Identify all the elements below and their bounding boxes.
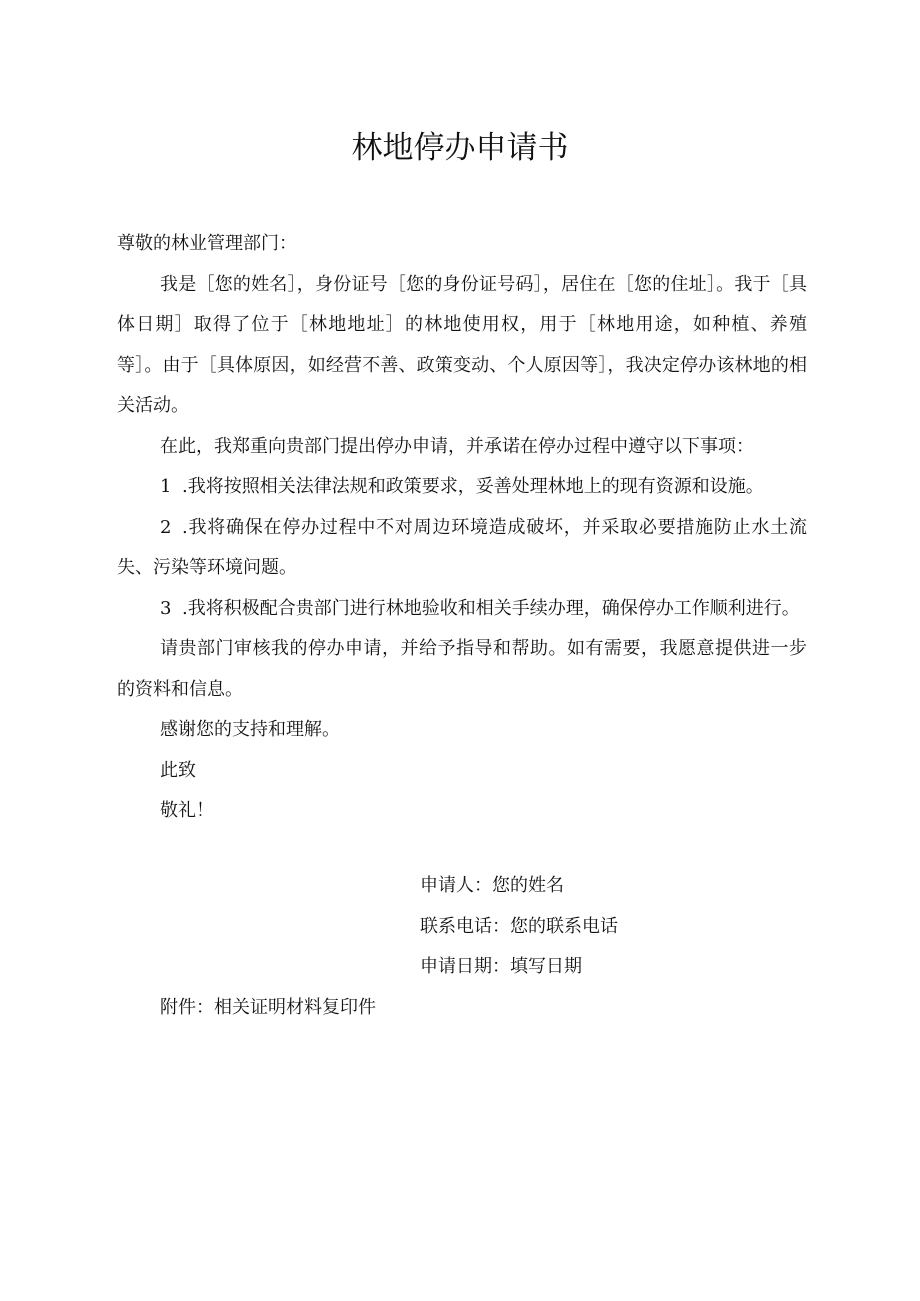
thanks-paragraph: 感谢您的支持和理解。 bbox=[160, 719, 340, 740]
closing-line-2: 敬礼！ bbox=[160, 800, 214, 821]
list-item-text: .我将确保在停办过程中不对周边环境造成破坏，并采取必要措施防止水土流失、污染等环境问题。 bbox=[117, 516, 807, 578]
signature-block bbox=[420, 866, 820, 988]
phone-line: 联系电话：您的联系电话 bbox=[420, 915, 618, 937]
document-title: 林地停办申请书 bbox=[351, 130, 569, 166]
list-item-text: .我将积极配合贵部门进行林地验收和相关手续办理，确保停办工作顺利进行。 bbox=[182, 597, 800, 619]
list-item bbox=[117, 589, 807, 630]
list-item-number: 2 bbox=[160, 516, 172, 538]
list-item bbox=[117, 508, 807, 589]
list-item-number: 1 bbox=[160, 476, 172, 497]
review-paragraph: 请贵部门审核我的停办申请，并给予指导和帮助。如有需要，我愿意提供进一步的资料和信息。 bbox=[117, 638, 807, 700]
request-paragraph: 在此，我郑重向贵部门提出停办申请，并承诺在停办过程中遵守以下事项： bbox=[160, 435, 754, 457]
intro-paragraph: 我是［您的姓名］，身份证号［您的身份证号码］，居住在［您的住址］。我于［具体日期］取得了位于［林地地址］的林地使用权，用于［林地用途，如种植、养殖等］。由于［具体原因，如经营不善、政策变动、个人原因等］，我决定停办该林地的相关活动。 bbox=[117, 273, 807, 416]
document-body bbox=[117, 224, 807, 832]
attachment-line: 附件：相关证明材料复印件 bbox=[160, 997, 376, 1018]
list-item bbox=[117, 467, 807, 508]
list-item-number: 3 bbox=[160, 597, 172, 619]
salutation: 尊敬的林业管理部门： bbox=[117, 233, 297, 254]
closing-line-1: 此致 bbox=[160, 759, 196, 781]
list-item-text: .我将按照相关法律法规和政策要求，妥善处理林地上的现有资源和设施。 bbox=[182, 476, 764, 497]
applicant-line: 申请人：您的姓名 bbox=[420, 875, 564, 896]
date-line: 申请日期：填写日期 bbox=[420, 956, 582, 977]
